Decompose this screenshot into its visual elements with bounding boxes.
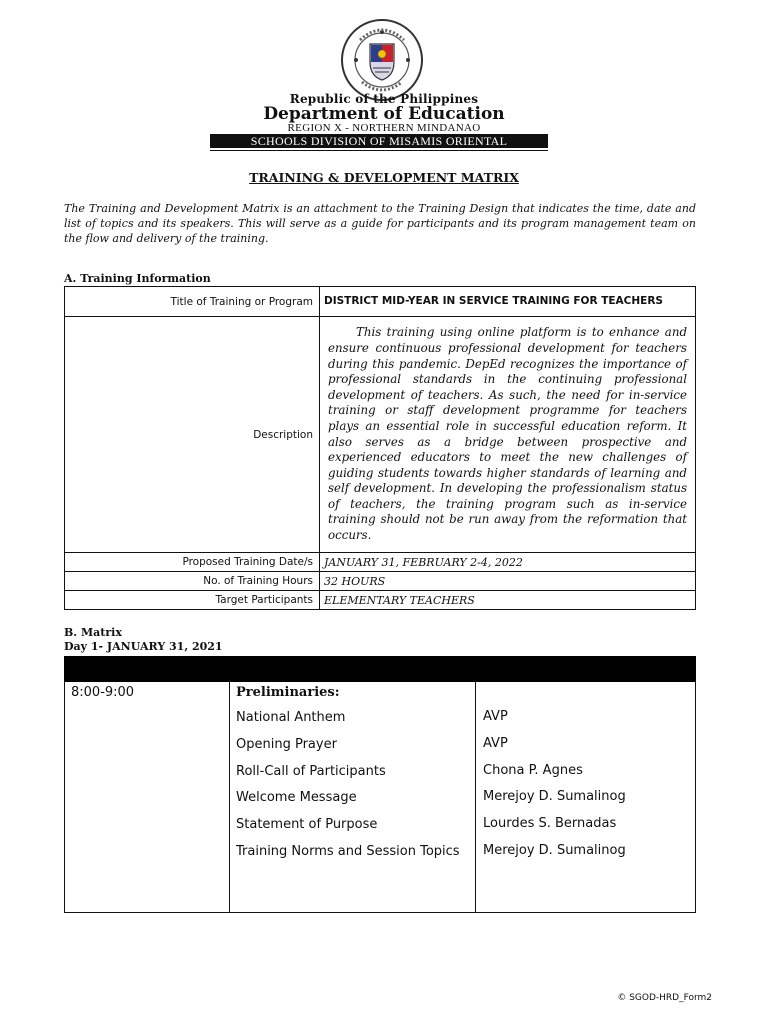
letterhead-divider <box>210 150 548 151</box>
speaker-item: Chona P. Agnes <box>483 763 583 778</box>
target-participants-value: ELEMENTARY TEACHERS <box>320 591 696 610</box>
topic-item: Training Norms and Session Topics <box>236 844 460 859</box>
description-value: This training using online platform is to enhance and ensure continuous professional development for teachers during this pandemic. DepEd recognizes the importance of professional standards in the continuing professional development of teachers. As such, the need for in-service training or staff development programme for teachers plays an essential role in successful education reform. It also serves as a bridge between prospective and experienced educators to meet the new challenges of guiding students towards higher standards of learning and self development. In developing the professionalism status of teachers, the training program such as in-service training should not be run away from the reformation that occurs. <box>320 317 696 553</box>
block-title: Preliminaries: <box>236 685 340 700</box>
row-label: No. of Training Hours <box>65 572 320 591</box>
time-cell: 8:00-9:00 <box>71 685 135 700</box>
training-title-value: DISTRICT MID-YEAR IN SERVICE TRAINING FOR TEACHERS <box>320 287 696 317</box>
table-row <box>65 287 696 317</box>
speaker-item: Merejoy D. Sumalinog <box>483 789 626 804</box>
row-label: Proposed Training Date/s <box>65 553 320 572</box>
speaker-item: AVP <box>483 709 508 724</box>
speaker-item: AVP <box>483 736 508 751</box>
intro-paragraph: The Training and Development Matrix is an attachment to the Training Design that indicates the time, date and list of topics and its speakers. This will serve as a guide for participants and its program management team on the flow and delivery of the training. <box>64 202 696 245</box>
table-row <box>65 572 696 591</box>
topic-item: Roll-Call of Participants <box>236 764 386 779</box>
training-date-value: JANUARY 31, FEBRUARY 2-4, 2022 <box>320 553 696 572</box>
deped-seal-icon <box>340 18 424 102</box>
speaker-item: Merejoy D. Sumalinog <box>483 843 626 858</box>
section-a-heading: A. Training Information <box>64 272 211 285</box>
topic-item: National Anthem <box>236 710 346 725</box>
topic-item: Statement of Purpose <box>236 817 378 832</box>
matrix-header-bar <box>64 656 696 682</box>
row-label: Description <box>65 317 320 553</box>
column-divider <box>229 682 230 912</box>
column-divider <box>475 682 476 912</box>
training-info-table <box>64 286 696 610</box>
letterhead-republic: Republic of the Philippines <box>289 92 479 106</box>
speaker-item: Lourdes S. Bernadas <box>483 816 617 831</box>
page-title: TRAINING & DEVELOPMENT MATRIX <box>249 170 519 185</box>
row-label: Title of Training or Program <box>65 287 320 317</box>
form-code-footer: © SGOD-HRD_Form2 <box>617 993 712 1003</box>
topic-item: Welcome Message <box>236 790 357 805</box>
section-b-heading <box>64 626 223 654</box>
letterhead-division: SCHOOLS DIVISION OF MISAMIS ORIENTAL <box>210 134 548 148</box>
matrix-table <box>64 682 696 913</box>
row-label: Target Participants <box>65 591 320 610</box>
table-row <box>65 317 696 553</box>
training-hours-value: 32 HOURS <box>320 572 696 591</box>
section-b-title: B. Matrix <box>64 626 122 639</box>
table-row <box>65 553 696 572</box>
table-row <box>65 591 696 610</box>
letterhead-region: REGION X - NORTHERN MINDANAO <box>287 122 481 134</box>
topic-item: Opening Prayer <box>236 737 337 752</box>
letterhead-department: Department of Education <box>263 104 505 124</box>
day-heading: Day 1- JANUARY 31, 2021 <box>64 640 223 653</box>
